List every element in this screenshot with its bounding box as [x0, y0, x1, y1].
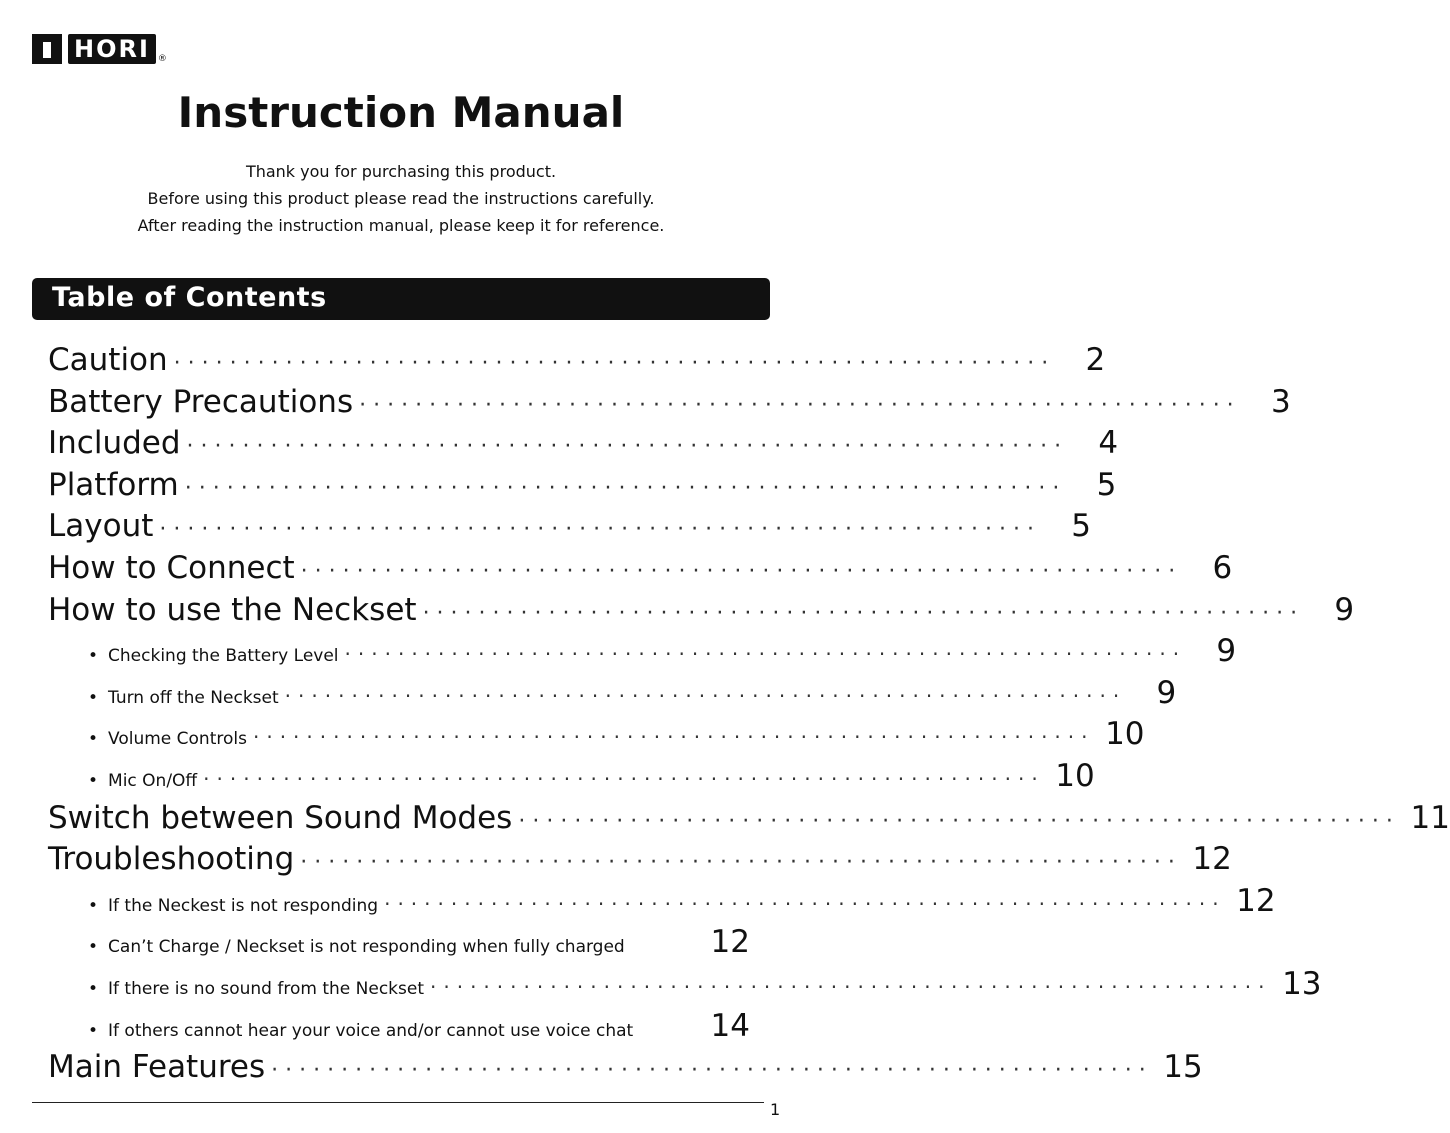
dot-leader: ·······························································	[184, 475, 1067, 501]
dot-leader: ·······························································	[344, 642, 1187, 667]
toc-subentry[interactable]	[48, 924, 750, 966]
logo-registered-mark: ®	[157, 54, 167, 64]
dot-leader: ·······························································	[300, 558, 1183, 584]
dot-leader: ·······························································	[300, 850, 1182, 876]
table-of-contents	[48, 342, 1450, 1091]
toc-heading: Table of Contents	[52, 282, 327, 313]
toc-subentry[interactable]	[48, 633, 1237, 675]
toc-entry-page: 9	[1156, 674, 1177, 711]
toc-entry[interactable]	[48, 508, 1091, 550]
toc-entry-page: 14	[710, 1007, 750, 1044]
intro-line: After reading the instruction manual, please keep it for reference.	[137, 216, 665, 235]
toc-entry-label: Platform	[48, 466, 179, 503]
hori-logo	[32, 30, 167, 64]
toc-subentry-label: • If there is no sound from the Neckset	[88, 979, 424, 999]
toc-entry-page: 12	[1192, 841, 1232, 878]
toc-subentry[interactable]	[48, 882, 1276, 925]
toc-subentry[interactable]	[48, 674, 1177, 717]
toc-entry-label: How to Connect	[48, 549, 295, 586]
toc-subentry-label: • Volume Controls	[88, 729, 247, 749]
toc-subentry-label: • Can’t Charge / Neckset is not responding when fully charged	[88, 937, 625, 957]
toc-entry[interactable]	[48, 799, 1450, 842]
toc-entry-page: 4	[1098, 425, 1119, 462]
toc-entry-label: Main Features	[48, 1049, 266, 1086]
page-number: 1	[770, 1100, 781, 1119]
toc-entry-page: 12	[710, 924, 750, 961]
toc-entry[interactable]	[48, 1049, 1203, 1091]
toc-entry-page: 5	[1071, 508, 1091, 545]
toc-entry[interactable]	[48, 425, 1119, 467]
toc-entry-page: 13	[1282, 965, 1322, 1002]
page-title: Instruction Manual	[177, 88, 625, 137]
toc-entry-label: Troubleshooting	[48, 841, 295, 878]
toc-entry-label: Battery Precautions	[48, 383, 354, 420]
toc-entry-page: 9	[1216, 633, 1237, 670]
toc-subentry[interactable]	[48, 965, 1322, 1008]
logo-mark-icon	[32, 34, 62, 64]
dot-leader: ·······························································	[186, 434, 1069, 460]
intro-line: Thank you for purchasing this product.	[245, 162, 557, 181]
toc-entry-page: 10	[1055, 757, 1095, 794]
toc-entry-label: How to use the Neckset	[48, 591, 417, 628]
toc-entry[interactable]	[48, 591, 1355, 634]
dot-leader: ·······························································	[518, 808, 1400, 834]
dot-leader: ·······························································	[284, 683, 1127, 708]
toc-subentry-label: • If others cannot hear your voice and/or cannot use voice chat	[88, 1021, 633, 1041]
toc-entry[interactable]	[48, 383, 1291, 426]
toc-entry-page: 3	[1270, 383, 1291, 420]
toc-heading-bar	[32, 278, 770, 320]
toc-subentry[interactable]	[48, 716, 1145, 758]
toc-entry-label: Layout	[48, 508, 154, 545]
dot-leader: ·······························································	[252, 725, 1095, 750]
logo-wordmark: HORI	[68, 34, 156, 64]
dot-leader: ·······························································	[359, 392, 1241, 418]
toc-entry-page: 9	[1334, 591, 1355, 628]
toc-entry-label: Caution	[48, 342, 168, 378]
toc-entry-page: 10	[1105, 716, 1145, 753]
toc-entry[interactable]	[48, 342, 1106, 384]
dot-leader: ·······························································	[384, 891, 1226, 916]
intro-text	[0, 158, 802, 239]
intro-line: Before using this product please read the instructions carefully.	[147, 189, 655, 208]
toc-subentry-label: • Checking the Battery Level	[88, 646, 339, 666]
toc-subentry-label: • Turn off the Neckset	[88, 688, 279, 708]
toc-entry[interactable]	[48, 549, 1233, 592]
toc-entry-page: 5	[1096, 466, 1117, 503]
dot-leader: ·······························································	[430, 974, 1272, 999]
toc-entry[interactable]	[48, 841, 1232, 883]
toc-entry-page: 12	[1236, 882, 1276, 919]
toc-entry-page: 2	[1085, 342, 1106, 378]
toc-entry-page: 11	[1410, 799, 1450, 836]
footer-divider	[32, 1102, 764, 1103]
dot-leader: ·······························································	[422, 600, 1305, 626]
toc-entry-label: Included	[48, 425, 181, 462]
toc-entry[interactable]	[48, 466, 1117, 509]
dot-leader: ·······························································	[203, 766, 1045, 791]
toc-subentry[interactable]	[48, 1008, 750, 1050]
toc-entry-page: 6	[1212, 549, 1233, 586]
toc-subentry-label: • If the Neckest is not responding	[88, 896, 378, 916]
toc-subentry[interactable]	[48, 757, 1095, 800]
toc-entry-label: Switch between Sound Modes	[48, 799, 513, 836]
dot-leader: ·······························································	[159, 517, 1041, 543]
dot-leader: ·······························································	[173, 351, 1056, 376]
toc-subentry-label: • Mic On/Off	[88, 771, 197, 791]
toc-entry-page: 15	[1163, 1049, 1203, 1086]
dot-leader: ·······························································	[271, 1058, 1153, 1084]
